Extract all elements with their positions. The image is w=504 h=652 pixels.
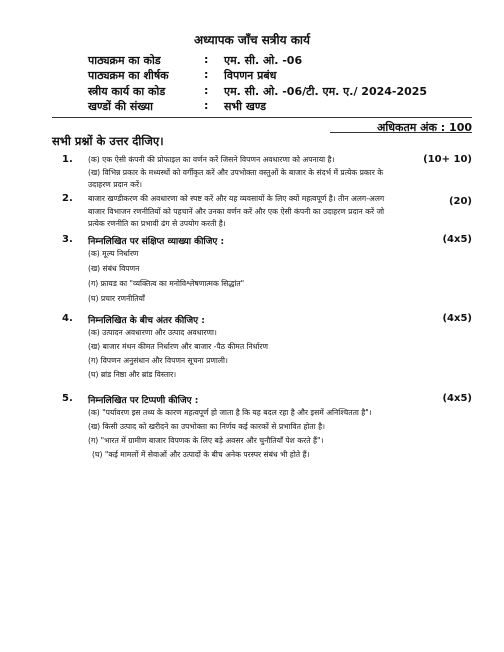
question-line: (ख) किसी उत्पाद को खरीदने का उपभोक्ता का निर्णय कई कारकों से प्रभावित होता है। xyxy=(88,422,326,431)
question-number: 4. xyxy=(62,313,73,324)
meta-label: पाठ्यक्रम का कोड xyxy=(88,54,161,67)
question-line: उदाहरण प्रदान करें। xyxy=(88,180,142,189)
question-line: (ग) फ्रायड का "व्यक्तित्व का मनोविश्लेषणात्मक सिद्धांत" xyxy=(88,279,245,288)
header-divider xyxy=(52,117,472,118)
meta-value: सभी खण्ड xyxy=(224,100,266,113)
meta-value: एम. सी. ओ. -06 xyxy=(224,54,303,67)
max-marks: अधिकतम अंक : 100 xyxy=(376,121,472,134)
question-heading: निम्नलिखित के बीच अंतर कीजिए : xyxy=(88,316,205,326)
meta-label: खण्डों की संख्या xyxy=(88,100,154,113)
question-number: 5. xyxy=(62,393,73,404)
question-line: (घ) "कई मामलों में सेवाओं और उत्पादों के बीच अनेक परस्पर संबंध भी होते हैं। xyxy=(92,450,310,459)
question-marks: (4x5) xyxy=(442,313,472,324)
question-line: (क) उत्पादन अवधारणा और उत्पाद अवधारणा। xyxy=(88,328,217,337)
page-title: अध्यापक जाँच सत्रीय कार्य xyxy=(193,33,311,47)
meta-colon: : xyxy=(204,68,209,81)
question-line: (घ) प्रचार रणनीतियाँ xyxy=(88,294,145,303)
meta-colon: : xyxy=(204,84,209,97)
question-marks: (20) xyxy=(448,196,472,207)
question-line: (क) मूल्य निर्धारण xyxy=(88,249,139,258)
question-heading: निम्नलिखित पर टिप्पणी कीजिए : xyxy=(88,396,199,406)
question-line: (ख) संबंध विपणन xyxy=(88,264,140,273)
question-number: 3. xyxy=(62,234,73,245)
question-number: 1. xyxy=(62,154,73,165)
question-line: (क) "पर्यावरण इस तथ्य के कारण महत्वपूर्ण हो जाता है कि यह बदल रहा है और इसमें अनिश्चितता है"। xyxy=(88,408,372,417)
question-line: प्रत्येक रणनीति का प्रभावी ढंग से उपयोग करती है। xyxy=(88,219,226,228)
question-line: (ग) "भारत में ग्रामीण बाजार विपणक के लिए बड़े अवसर और चुनौतियाँ पेश करते हैं"। xyxy=(88,436,324,445)
question-marks: (4x5) xyxy=(442,393,472,404)
question-marks: (10+ 10) xyxy=(423,154,472,165)
meta-value: विपणन प्रबंध xyxy=(224,69,277,82)
question-number: 2. xyxy=(62,193,73,204)
max-marks-underline xyxy=(330,132,472,133)
question-marks: (4x5) xyxy=(442,234,472,245)
meta-value: एम. सी. ओ. -06/टी. एम. ए./ 2024-2025 xyxy=(224,85,428,98)
meta-label: स्त्रीय कार्य का कोड xyxy=(88,85,166,98)
question-line: (ग) विपणन अनुसंधान और विपणन सूचना प्रणाली। xyxy=(88,356,228,365)
meta-label: पाठ्यक्रम का शीर्षक xyxy=(88,69,169,82)
question-line: बाजार विभाजन रणनीतियों को पहचानें और उनका वर्णन करें और एक ऐसी कंपनी का उदाहरण प्रदान करें जो xyxy=(88,207,385,216)
meta-colon: : xyxy=(204,99,209,112)
question-heading: निम्नलिखित पर संक्षिप्त व्याख्या कीजिए : xyxy=(88,237,225,247)
question-line: (ख) विभिन्न प्रकार के मध्यस्थों को वर्गीकृत करें और उपभोक्ता वस्तुओं के बाजार के संदर्भ में प्रत्येक प्रकार के xyxy=(88,168,384,177)
question-line: बाजार खण्डीकरण की अवधारणा को स्पष्ट करें और यह व्यवसायों के लिए क्यों महत्वपूर्ण है। तीन अलग-अलग xyxy=(88,194,385,203)
question-line: (क) एक ऐसी कंपनी की प्रोफाइल का वर्णन करें जिसने विपणन अवधारणा को अपनाया है। xyxy=(88,155,335,164)
question-line: (ख) बाजार मंथन कीमत निर्धारण और बाजार -पैठ कीमत निर्धारण xyxy=(88,342,268,351)
instruction: सभी प्रश्नों के उत्तर दीजिए। xyxy=(52,134,164,148)
question-line: (घ) ब्रांड निष्ठा और ब्रांड विस्तार। xyxy=(88,370,177,379)
meta-colon: : xyxy=(204,53,209,66)
